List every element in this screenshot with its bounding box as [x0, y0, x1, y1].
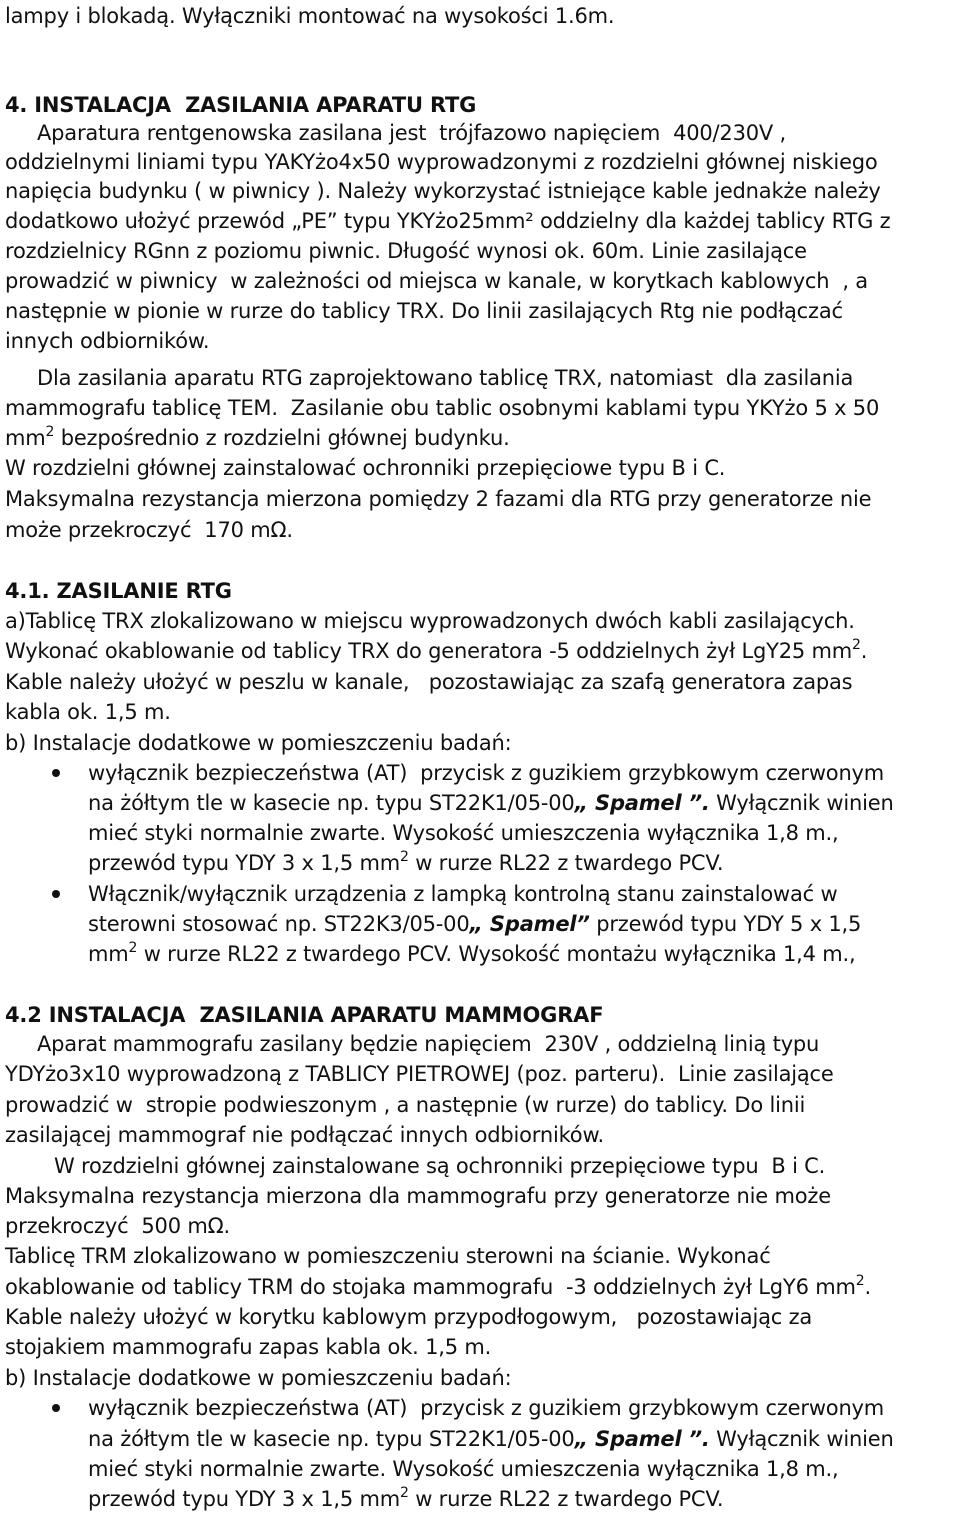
text-line: $mm^2$ w rurze RL22 z twardego PCV. Wysokość montażu wyłącznika 1,4 m., — [88, 940, 856, 966]
text-line: innych odbiorników. — [5, 329, 210, 353]
text-line: Kable należy ułożyć w peszlu w kanale, pozostawiając za szafą generatora zapas — [5, 670, 853, 694]
list-item: wyłącznik bezpieczeństwa (AT) przycisk z guzikiem grzybkowym czerwonym — [88, 761, 885, 785]
text-line: może przekroczyć 170 mΩ. — [5, 518, 293, 542]
bullet-icon — [52, 890, 60, 898]
text-line: przekroczyć 500 mΩ. — [5, 1214, 230, 1238]
text-line: kabla ok. 1,5 m. — [5, 700, 171, 724]
text-line: Maksymalna rezystancja mierzona pomiędzy 2 fazami dla RTG przy generatorze nie — [5, 487, 872, 511]
bullet-icon — [52, 1404, 60, 1412]
section-heading-4-2: 4.2 INSTALACJA ZASILANIA APARATU MAMMOGRAF — [5, 1003, 604, 1027]
text-line: Maksymalna rezystancja mierzona dla mammografu przy generatorze nie może — [5, 1184, 831, 1208]
text-line: $mm^2$ bezpośrednio z rozdzielni głównej budynku. — [5, 424, 510, 450]
text-line: prowadzić w stropie podwieszonym , a następnie (w rurze) do tablicy. Do linii — [5, 1093, 806, 1117]
text-line: Tablicę TRM zlokalizowano w pomieszczeniu sterowni na ścianie. Wykonać — [5, 1244, 771, 1268]
text-line: Dla zasilania aparatu RTG zaprojektowano tablicę TRX, natomiast dla zasilania — [37, 366, 854, 390]
text-line: następnie w pionie w rurze do tablicy TRX. Do linii zasilających Rtg nie podłączać — [5, 299, 843, 323]
text-line: stojakiem mammografu zapas kabla ok. 1,5 m. — [5, 1335, 492, 1359]
list-item: Włącznik/wyłącznik urządzenia z lampką kontrolną stanu zainstalować w — [88, 882, 838, 906]
list-item: wyłącznik bezpieczeństwa (AT) przycisk z guzikiem grzybkowym czerwonym — [88, 1396, 885, 1420]
text-line: mieć styki normalnie zwarte. Wysokość umieszczenia wyłącznika 1,8 m., — [88, 821, 839, 845]
text-line: mieć styki normalnie zwarte. Wysokość umieszczenia wyłącznika 1,8 m., — [88, 1457, 839, 1481]
text-line: b) Instalacje dodatkowe w pomieszczeniu badań: — [5, 731, 512, 755]
text-line: prowadzić w piwnicy w zależności od miejsca w kanale, w korytkach kablowych , a — [5, 269, 868, 293]
text-line: sterowni stosować np. ST22K3/05-00„ Spamel” przewód typu YDY 5 x 1,5 — [88, 912, 862, 936]
text-line: rozdzielnicy RGnn z poziomu piwnic. Długość wynosi ok. 60m. Linie zasilające — [5, 239, 807, 263]
text-line: na żółtym tle w kasecie np. typu ST22K1/05-00„ Spamel ”. Wyłącznik winien — [88, 1427, 894, 1451]
text-line: a)Tablicę TRX zlokalizowano w miejscu wyprowadzonych dwóch kabli zasilających. — [5, 609, 855, 633]
text-line: YDYżo3x10 wyprowadzoną z TABLICY PIETROWEJ (poz. parteru). Linie zasilające — [5, 1062, 834, 1086]
text-line: W rozdzielni głównej zainstalować ochronniki przepięciowe typu B i C. — [5, 456, 726, 480]
text-line: Aparat mammografu zasilany będzie napięciem 230V , oddzielną linią typu — [37, 1032, 820, 1056]
text-line: dodatkowo ułożyć przewód „PE” typu YKYżo25mm² oddzielny dla każdej tablicy RTG z — [5, 209, 891, 233]
text-line: oddzielnymi liniami typu YAKYżo4x50 wyprowadzonymi z rozdzielni głównej niskiego — [5, 150, 878, 174]
text-line: przewód typu YDY 3 x 1,5 $mm^2$ w rurze RL22 z twardego PCV. — [88, 1485, 724, 1511]
text-line: Aparatura rentgenowska zasilana jest trójfazowo napięciem 400/230V , — [37, 121, 787, 145]
text-line: W rozdzielni głównej zainstalowane są ochronniki przepięciowe typu B i C. — [54, 1154, 826, 1178]
text-line: Kable należy ułożyć w korytku kablowym przypodłogowym, pozostawiając za — [5, 1305, 813, 1329]
text-line: b) Instalacje dodatkowe w pomieszczeniu badań: — [5, 1366, 512, 1390]
text-line: napięcia budynku ( w piwnicy ). Należy wykorzystać istniejące kable jednakże należy — [5, 179, 881, 203]
bullet-icon — [52, 769, 60, 777]
text-line: okablowanie od tablicy TRM do stojaka mammografu -3 oddzielnych żył LgY6 $mm^2$. — [5, 1273, 871, 1299]
text-line: Wykonać okablowanie od tablicy TRX do generatora -5 oddzielnych żył LgY25 $mm^2$. — [5, 637, 868, 663]
text-line: przewód typu YDY 3 x 1,5 $mm^2$ w rurze RL22 z twardego PCV. — [88, 849, 724, 875]
text-line: mammografu tablicę TEM. Zasilanie obu tablic osobnymi kablami typu YKYżo 5 x 50 — [5, 396, 880, 420]
text-line: lampy i blokadą. Wyłączniki montować na wysokości 1.6m. — [5, 4, 615, 28]
section-heading-4: 4. INSTALACJA ZASILANIA APARATU RTG — [5, 93, 477, 117]
text-line: zasilającej mammograf nie podłączać innych odbiorników. — [5, 1123, 604, 1147]
section-heading-4-1: 4.1. ZASILANIE RTG — [5, 579, 232, 603]
text-line: na żółtym tle w kasecie np. typu ST22K1/05-00„ Spamel ”. Wyłącznik winien — [88, 791, 894, 815]
